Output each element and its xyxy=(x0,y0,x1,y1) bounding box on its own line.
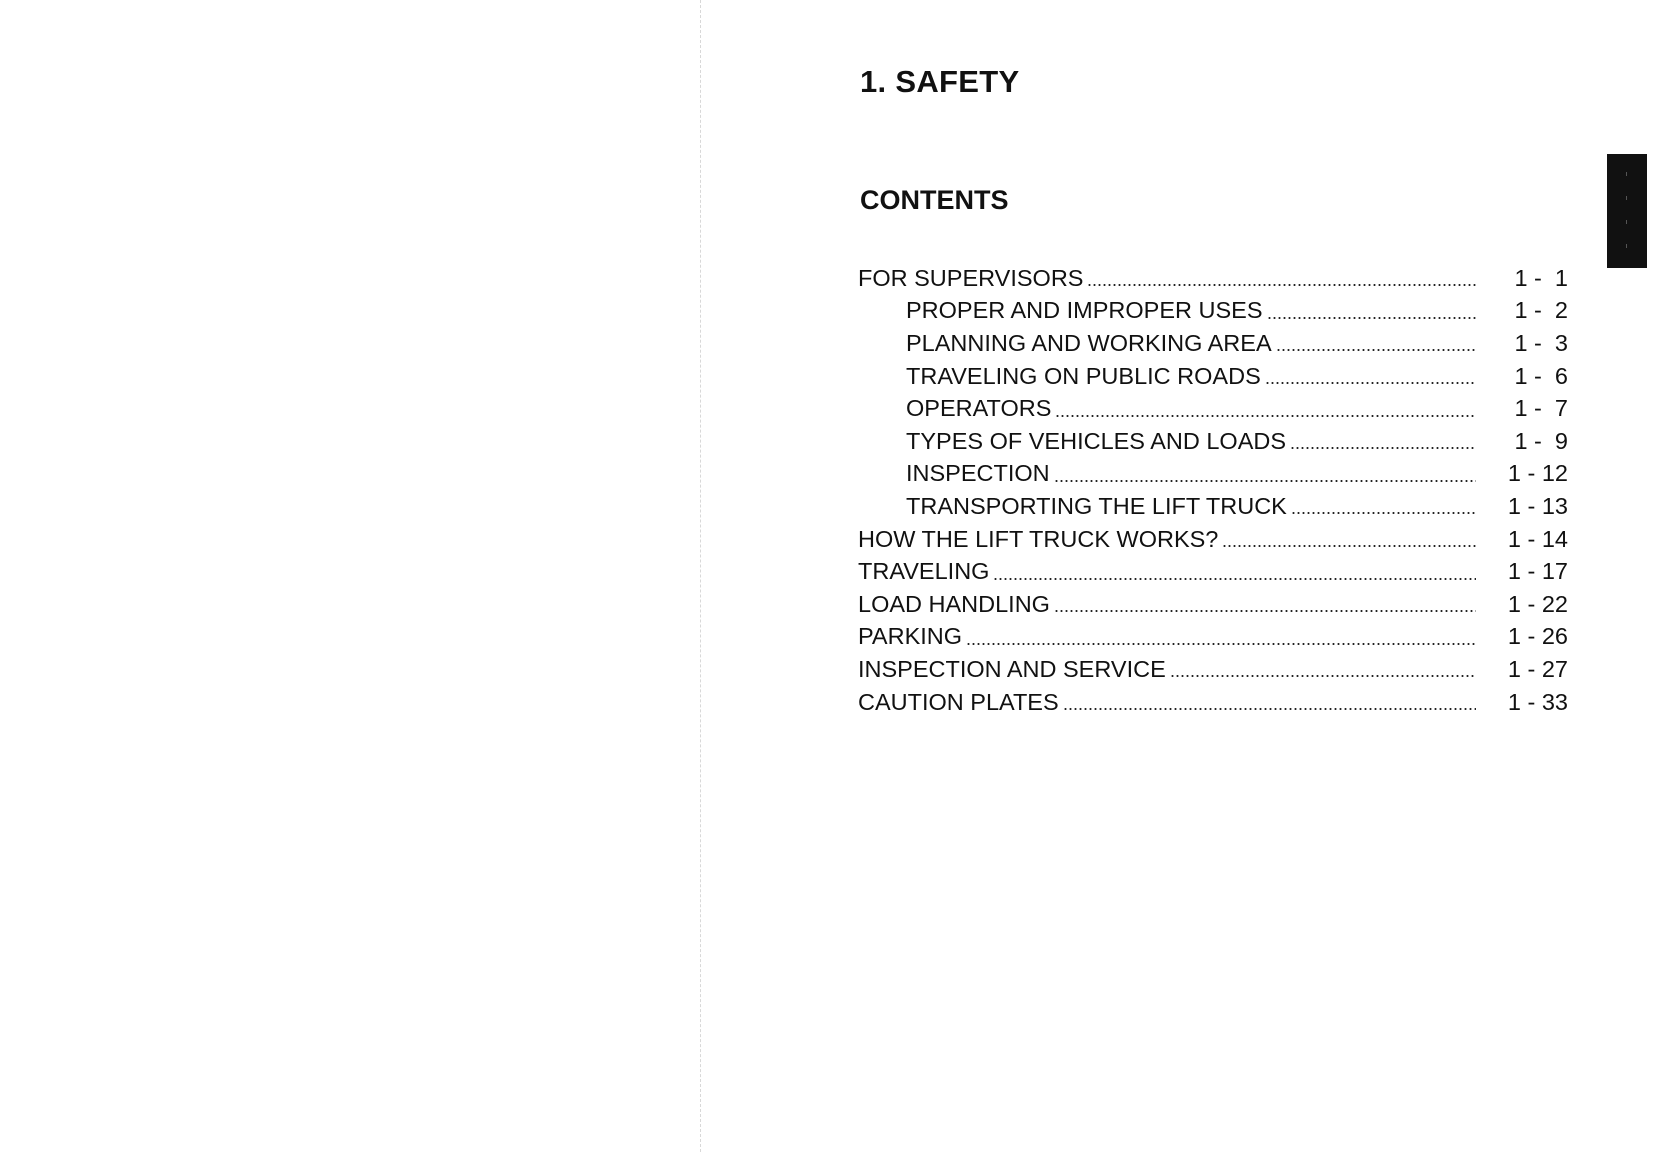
toc-entry-page: 1 - 1 xyxy=(1514,264,1568,291)
toc-dot-leader xyxy=(1222,545,1476,547)
toc-entry-title: TRANSPORTING THE LIFT TRUCK xyxy=(906,492,1287,519)
toc-entry-page: 1 - 2 xyxy=(1514,297,1568,324)
toc-entry[interactable] xyxy=(858,621,1568,654)
toc-entry-page: 1 - 13 xyxy=(1507,492,1568,519)
toc-entry-page: 1 - 17 xyxy=(1507,558,1568,585)
toc-entry-title: FOR SUPERVISORS xyxy=(858,264,1084,291)
toc-dot-leader xyxy=(1267,317,1477,319)
toc-dot-leader xyxy=(993,578,1476,580)
section-title: 1. SAFETY xyxy=(860,64,1020,99)
contents-heading: CONTENTS xyxy=(860,185,1009,215)
page-gutter xyxy=(700,0,701,1152)
toc-dot-leader xyxy=(1087,284,1476,286)
toc-entry-title: CAUTION PLATES xyxy=(858,688,1059,715)
toc-entry[interactable] xyxy=(858,327,1568,360)
toc-entry-title: TRAVELING ON PUBLIC ROADS xyxy=(906,362,1261,389)
toc-entry-title: PARKING xyxy=(858,623,963,650)
toc-dot-leader xyxy=(1291,512,1476,514)
toc-entry-page: 1 - 22 xyxy=(1507,590,1568,617)
toc-dot-leader xyxy=(1290,447,1476,449)
toc-entry-page: 1 - 12 xyxy=(1507,460,1568,487)
toc-entry-title: INSPECTION xyxy=(906,460,1050,487)
toc-dot-leader xyxy=(1170,675,1476,677)
toc-entry[interactable] xyxy=(858,686,1568,719)
toc-entry[interactable] xyxy=(858,588,1568,621)
toc-entry-page: 1 - 14 xyxy=(1507,525,1568,552)
toc-entry-title: OPERATORS xyxy=(906,395,1052,422)
toc-entry[interactable] xyxy=(858,653,1568,686)
toc-entry-title: INSPECTION AND SERVICE xyxy=(858,655,1166,682)
toc-entry-page: 1 - 27 xyxy=(1507,655,1568,682)
toc-dot-leader xyxy=(1055,415,1476,417)
toc-entry[interactable] xyxy=(858,425,1568,458)
toc-entry-page: 1 - 9 xyxy=(1514,427,1568,454)
toc-entry-page: 1 - 3 xyxy=(1514,329,1568,356)
toc-entry-page: 1 - 33 xyxy=(1507,688,1568,715)
toc-dot-leader xyxy=(1276,349,1476,351)
toc-entry[interactable] xyxy=(858,262,1568,295)
table-of-contents xyxy=(858,262,1568,718)
toc-entry-title: TRAVELING xyxy=(858,558,990,585)
toc-entry[interactable] xyxy=(858,360,1568,393)
toc-entry-title: TYPES OF VEHICLES AND LOADS xyxy=(906,427,1287,454)
toc-entry-title: PROPER AND IMPROPER USES xyxy=(906,297,1263,324)
toc-entry-page: 1 - 26 xyxy=(1507,623,1568,650)
toc-entry[interactable] xyxy=(858,523,1568,556)
toc-entry-page: 1 - 7 xyxy=(1514,395,1568,422)
toc-entry[interactable] xyxy=(858,490,1568,523)
toc-dot-leader xyxy=(1054,610,1476,612)
toc-entry[interactable] xyxy=(858,392,1568,425)
section-thumb-tab xyxy=(1607,154,1647,268)
toc-entry-page: 1 - 6 xyxy=(1514,362,1568,389)
toc-entry-title: LOAD HANDLING xyxy=(858,590,1050,617)
toc-entry[interactable] xyxy=(858,295,1568,328)
toc-entry-title: HOW THE LIFT TRUCK WORKS? xyxy=(858,525,1219,552)
toc-dot-leader xyxy=(1054,480,1476,482)
toc-entry[interactable] xyxy=(858,458,1568,491)
toc-entry[interactable] xyxy=(858,555,1568,588)
toc-dot-leader xyxy=(1063,708,1476,710)
toc-entry-title: PLANNING AND WORKING AREA xyxy=(906,329,1272,356)
toc-dot-leader xyxy=(966,643,1476,645)
toc-dot-leader xyxy=(1265,382,1476,384)
